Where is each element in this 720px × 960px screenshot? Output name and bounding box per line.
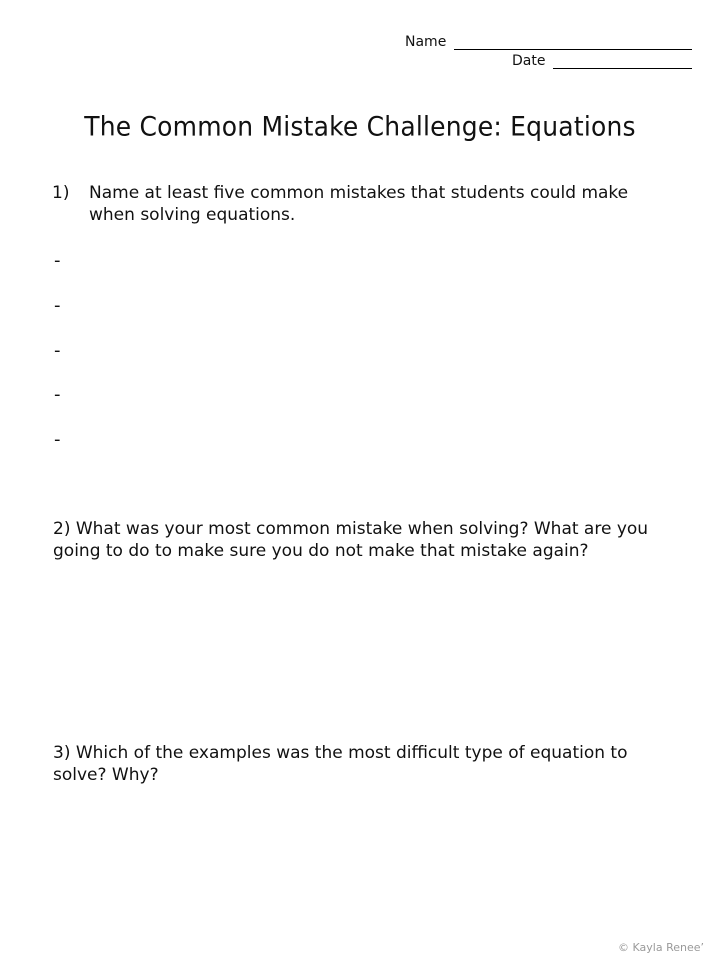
- answer-bullet-5: -: [54, 429, 61, 450]
- name-field[interactable]: [405, 34, 692, 50]
- copyright-footer: © Kayla Renee’: [618, 941, 704, 954]
- question-3-text: 3) Which of the examples was the most difficult type of equation to solve? Why?: [53, 743, 628, 785]
- question-2-text: 2) What was your most common mistake when solving? What are you going to do to make sure you do not make that mistake again?: [53, 519, 649, 561]
- question-1-text: Name at least five common mistakes that students could make when solving equations.: [89, 183, 629, 225]
- name-label: Name: [405, 34, 447, 50]
- date-label: Date: [512, 53, 546, 69]
- question-1-number: 1): [52, 183, 70, 203]
- answer-bullet-1: -: [54, 250, 61, 271]
- page-title: The Common Mistake Challenge: Equations: [84, 111, 636, 142]
- answer-bullet-2: -: [54, 295, 61, 316]
- name-blank-line[interactable]: [454, 37, 692, 50]
- date-field[interactable]: [512, 53, 692, 69]
- answer-bullet-4: -: [54, 384, 61, 405]
- date-blank-line[interactable]: [553, 56, 692, 69]
- answer-bullet-3: -: [54, 340, 61, 361]
